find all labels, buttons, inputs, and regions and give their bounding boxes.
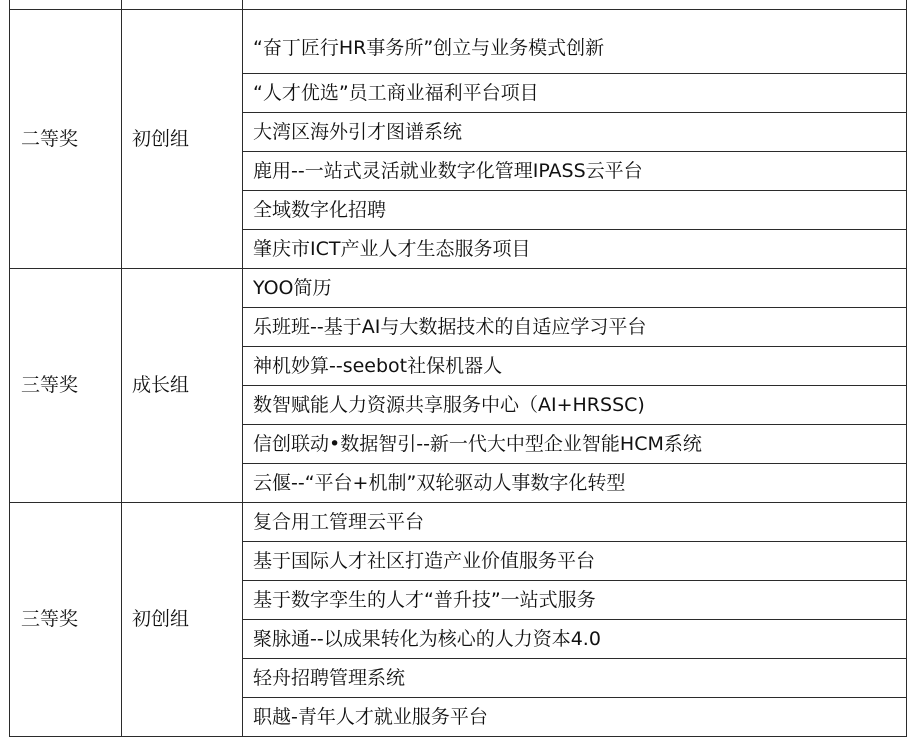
top-prize-cell (10, 0, 122, 10)
top-group-cell (122, 0, 243, 10)
top-project-cell (243, 0, 907, 10)
project-name-cell: 云偃--“平台+机制”双轮驱动人事数字化转型 (243, 464, 907, 503)
table-row (10, 503, 907, 542)
project-name-cell: 基于数字孪生的人才“普升技”一站式服务 (243, 581, 907, 620)
prize-level-cell: 三等奖 (10, 503, 122, 737)
table-top-row (10, 0, 907, 10)
project-name-cell: 鹿用--一站式灵活就业数字化管理IPASS云平台 (243, 152, 907, 191)
project-name-cell: 大湾区海外引才图谱系统 (243, 113, 907, 152)
project-name-cell: “人才优选”员工商业福利平台项目 (243, 74, 907, 113)
project-name-cell: 全域数字化招聘 (243, 191, 907, 230)
project-name-cell: 乐班班--基于AI与大数据技术的自适应学习平台 (243, 308, 907, 347)
project-name-cell: 职越-青年人才就业服务平台 (243, 698, 907, 737)
project-name-cell: 肇庆市ICT产业人才生态服务项目 (243, 230, 907, 269)
table-row (10, 10, 907, 74)
project-name-cell: 数智赋能人力资源共享服务中心（AI+HRSSC) (243, 386, 907, 425)
project-name-cell: YOO简历 (243, 269, 907, 308)
prize-level-cell: 三等奖 (10, 269, 122, 503)
project-name-cell: 复合用工管理云平台 (243, 503, 907, 542)
project-name-cell: 基于国际人才社区打造产业价值服务平台 (243, 542, 907, 581)
project-name-cell: 信创联动•数据智引--新一代大中型企业智能HCM系统 (243, 425, 907, 464)
project-name-cell: 神机妙算--seebot社保机器人 (243, 347, 907, 386)
awards-table (9, 0, 907, 737)
group-category-cell: 成长组 (122, 269, 243, 503)
group-category-cell: 初创组 (122, 10, 243, 269)
project-name-cell: 轻舟招聘管理系统 (243, 659, 907, 698)
project-name-cell: “奋丁匠行HR事务所”创立与业务模式创新 (243, 10, 907, 74)
prize-level-cell: 二等奖 (10, 10, 122, 269)
table-row (10, 269, 907, 308)
group-category-cell: 初创组 (122, 503, 243, 737)
project-name-cell: 聚脉通--以成果转化为核心的人力资本4.0 (243, 620, 907, 659)
